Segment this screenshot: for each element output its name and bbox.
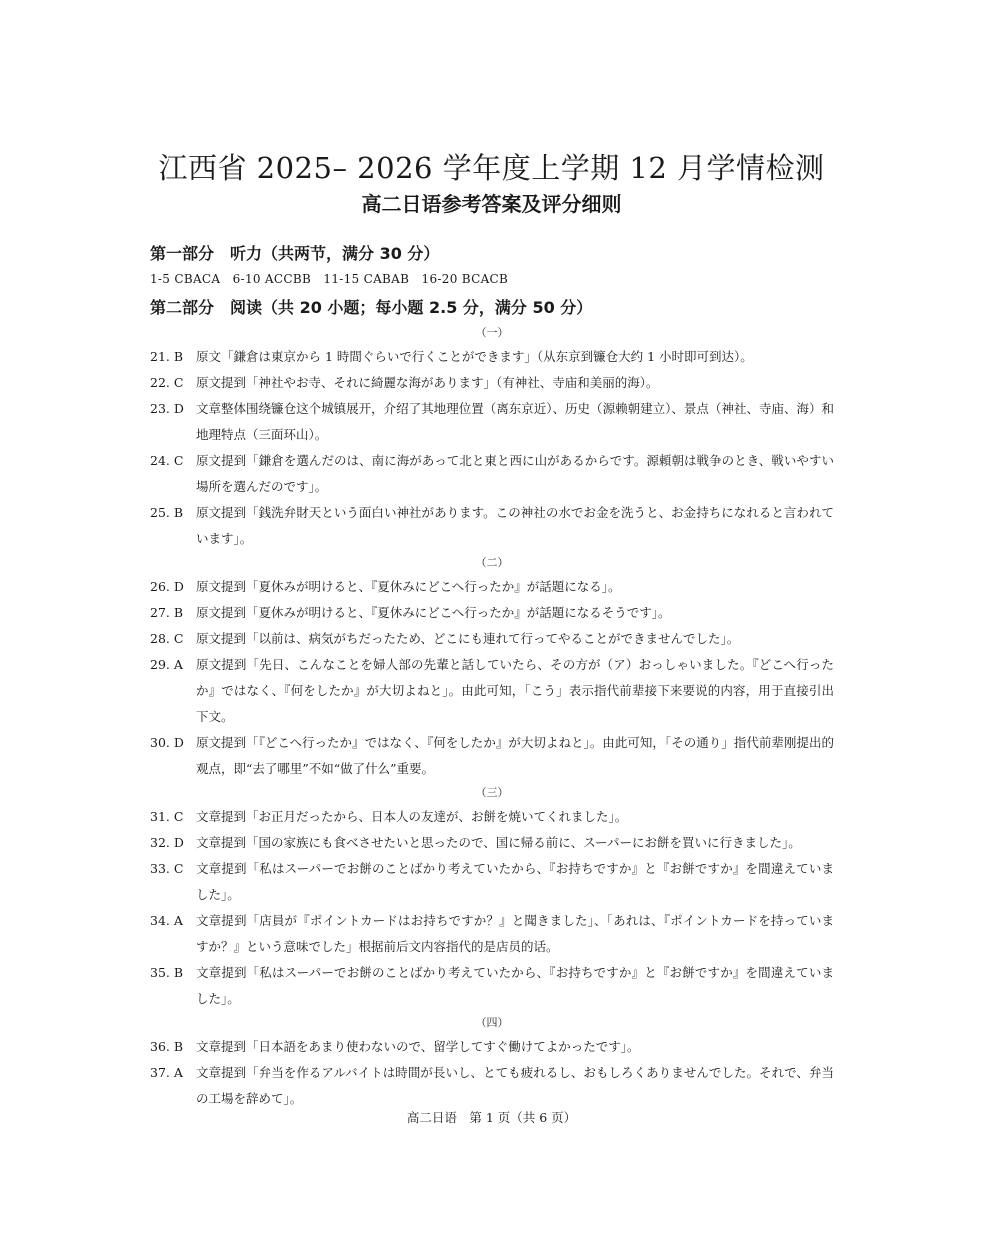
- answer-number: 30. D: [150, 735, 184, 750]
- answer-number: 22. C: [150, 375, 184, 390]
- answer-item: [150, 448, 834, 500]
- group-label: （一）: [475, 326, 509, 339]
- answer-item: [150, 396, 834, 448]
- answer-explanation: 原文提到「神社やお寺、それに綺麗な海があります」（有神社、寺庙和美丽的海）。: [196, 375, 659, 390]
- answer-number: 31. C: [150, 809, 184, 824]
- answer-item: [150, 344, 834, 370]
- answer-item: [150, 960, 834, 1012]
- answer-number: 32. D: [150, 835, 184, 850]
- answer-explanation: 文章整体围绕镰仓这个城镇展开，介绍了其地理位置（离东京近）、历史（源赖朝建立）、景点（神社、寺庙、海）和地理特点（三面环山）。: [196, 401, 834, 442]
- answer-number: 34. A: [150, 913, 183, 928]
- answer-number: 33. C: [150, 861, 184, 876]
- answer-explanation: 原文提到「夏休みが明けると、『夏休みにどこへ行ったか』が話題になる」。: [196, 579, 621, 594]
- answer-item: [150, 500, 834, 552]
- answer-explanation: 文章提到「店員が『ポイントカードはお持ちですか？』と聞きました」、「あれは、『ポイントカードを持っていますか？』という意味でした」根据前后文内容指代的是店员的话。: [196, 913, 834, 954]
- answer-number: 25. B: [150, 505, 184, 520]
- part1-answer-key: 1-5 CBACA 6-10 ACCBB 11-15 CABAB 16-20 BCACB: [150, 272, 509, 286]
- answer-explanation: 原文提到「銭洗弁財天という面白い神社があります。この神社の水でお金を洗うと、お金持ちになれると言われています」。: [196, 505, 834, 546]
- answer-explanation: 文章提到「私はスーパーでお餅のことばかり考えていたから、『お持ちですか』と『お餅ですか』を間違えていました」。: [196, 861, 834, 902]
- answer-explanation: 原文提到「以前は、病気がちだったため、どこにも連れて行ってやることができませんでした」。: [196, 631, 740, 646]
- answer-item: [150, 652, 834, 730]
- part1-heading: 第一部分 听力（共两节，满分 30 分）: [150, 244, 440, 263]
- answer-item: [150, 370, 834, 396]
- answer-item: [150, 600, 834, 626]
- page-subtitle: 高二日语参考答案及评分细则: [361, 192, 622, 216]
- answer-content: [150, 240, 834, 1112]
- page-title: 江西省 2025– 2026 学年度上学期 12 月学情检测: [158, 151, 825, 185]
- answer-item: [150, 1034, 834, 1060]
- answer-item: [150, 830, 834, 856]
- answer-explanation: 文章提到「日本語をあまり使わないので、留学してすぐ働けてよかったです」。: [196, 1039, 640, 1054]
- answer-item: [150, 856, 834, 908]
- answer-number: 26. D: [150, 579, 184, 594]
- answer-item: [150, 1060, 834, 1112]
- answer-explanation: 文章提到「弁当を作るアルバイトは時間が長いし、とても疲れるし、おもしろくありませんでした。それで、弁当の工場を辞めて」。: [196, 1065, 834, 1106]
- answer-number: 29. A: [150, 657, 183, 672]
- answer-number: 28. C: [150, 631, 184, 646]
- answer-number: 36. B: [150, 1039, 184, 1054]
- answer-explanation: 原文提到「鎌倉を選んだのは、南に海があって北と東と西に山があるからです。源頼朝は戦争のとき、戦いやすい場所を選んだのです」。: [196, 453, 834, 494]
- part2-heading: 第二部分 阅读（共 20 小题；每小题 2.5 分，满分 50 分）: [150, 298, 593, 317]
- answer-number: 35. B: [150, 965, 184, 980]
- group-label: （三）: [475, 786, 509, 799]
- answer-explanation: 文章提到「お正月だったから、日本人の友達が、お餅を焼いてくれました」。: [196, 809, 628, 824]
- group-label: （二）: [475, 556, 509, 569]
- answer-item: [150, 908, 834, 960]
- page-footer: 高二日语 第 1 页（共 6 页）: [406, 1110, 577, 1125]
- answer-explanation: 文章提到「私はスーパーでお餅のことばかり考えていたから、『お持ちですか』と『お餅ですか』を間違えていました」。: [196, 965, 834, 1006]
- answer-number: 21. B: [150, 349, 184, 364]
- answer-explanation: 原文提到「先日、こんなことを婦人部の先輩と話していたら、その方が（ア）おっしゃいました。『どこへ行ったか』ではなく、『何をしたか』が大切よねと」。由此可知，「こう」表示指代前辈接下来要说的内容，用于直接引出下文。: [196, 657, 834, 724]
- answer-item: [150, 574, 834, 600]
- answer-item: [150, 804, 834, 830]
- answer-item: [150, 626, 834, 652]
- answer-number: 37. A: [150, 1065, 183, 1080]
- answer-explanation: 原文提到「夏休みが明けると、『夏休みにどこへ行ったか』が話題になるそうです」。: [196, 605, 671, 620]
- answer-number: 23. D: [150, 401, 184, 416]
- answer-explanation: 原文提到「『どこへ行ったか』ではなく、『何をしたか』が大切よねと」。由此可知，「その通り」指代前辈刚提出的观点，即“去了哪里”不如“做了什么”重要。: [196, 735, 834, 776]
- answer-number: 24. C: [150, 453, 184, 468]
- answer-number: 27. B: [150, 605, 184, 620]
- answer-explanation: 文章提到「国の家族にも食べさせたいと思ったので、国に帰る前に、スーパーにお餅を買いに行きました」。: [196, 835, 801, 850]
- answer-explanation: 原文「鎌倉は東京から 1 時間ぐらいで行くことができます」（从东京到镰仓大约 1 小时即可到达）。: [196, 349, 753, 364]
- group-label: （四）: [475, 1016, 509, 1029]
- answer-item: [150, 730, 834, 782]
